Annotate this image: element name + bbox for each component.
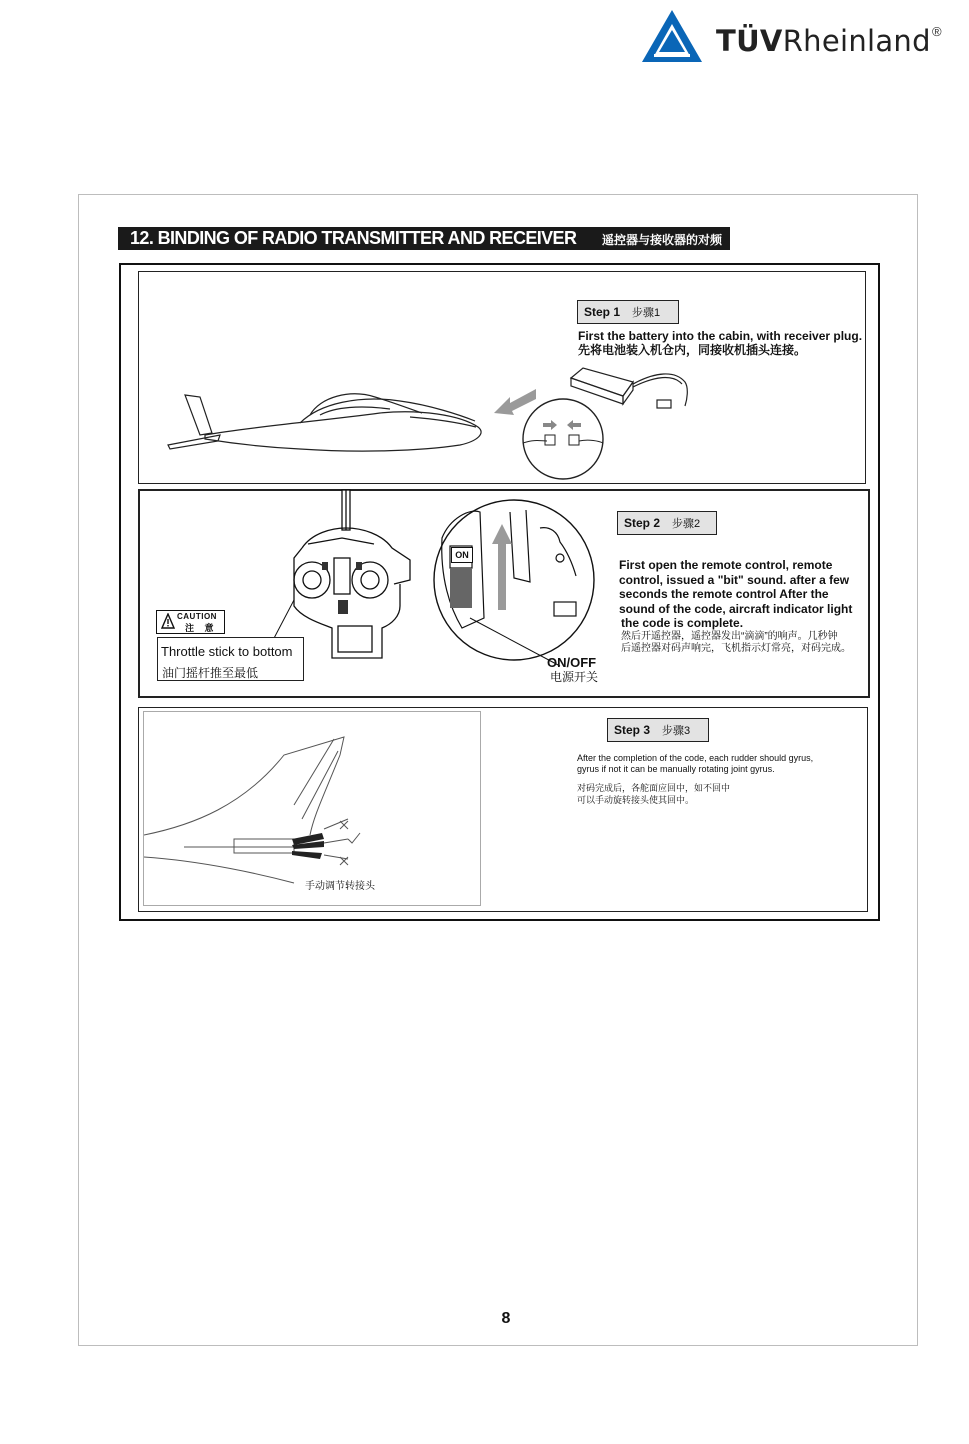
brand-name: TÜVRheinland xyxy=(716,24,931,58)
warning-icon xyxy=(161,613,175,629)
step2-text-en-line2: control, issued a "bit" sound. after a few xyxy=(619,573,850,587)
caution-text-en: CAUTION xyxy=(177,612,217,621)
switch-on-label: ON xyxy=(451,547,473,563)
step3-label-en: Step 3 xyxy=(614,723,651,737)
throttle-note-cn: 油门摇杆推至最低 xyxy=(162,666,259,680)
step2-label-en: Step 2 xyxy=(624,516,661,530)
tuv-triangle-logo-icon xyxy=(640,8,704,64)
step3-text-cn-line1: 对码完成后，各舵面应回中，如不回中 xyxy=(577,783,731,793)
section-title-bar xyxy=(118,227,730,250)
battery-illustration xyxy=(565,362,695,414)
section-title-cn: 遥控器与接收器的对频 xyxy=(602,233,723,247)
step2-text-en-line5: the code is complete. xyxy=(621,616,744,630)
caution-text-cn: 注 意 xyxy=(185,623,218,633)
step2-text-cn-line1: 然后开遥控器，遥控器发出“滴滴”的响声。几秒钟 xyxy=(621,631,838,642)
step2-text-en-line3: seconds the remote control After the xyxy=(619,587,829,601)
step3-text-cn-line2: 可以手动旋转接头使其回中。 xyxy=(577,795,695,805)
page-number: 8 xyxy=(501,1310,511,1327)
tuv-rheinland-logo xyxy=(640,8,955,68)
throttle-note-en: Throttle stick to bottom xyxy=(161,644,293,659)
step1-label-cn: 步骤1 xyxy=(632,307,661,319)
caution-badge xyxy=(156,610,225,634)
step2-text-en-line4: sound of the code, aircraft indicator light xyxy=(619,602,853,616)
step1-text-en: First the battery into the cabin, with receiver plug. xyxy=(578,329,863,343)
step3-text-en-line2: gyrus if not it can be manually rotating joint gyrus. xyxy=(577,764,775,774)
step3-text-en-line1: After the completion of the code, each rudder should gyrus, xyxy=(577,753,814,763)
power-switch-detail-illustration xyxy=(410,498,606,670)
glider-airplane-illustration xyxy=(160,375,500,470)
tail-rudder-illustration xyxy=(144,735,374,885)
step2-text-en-line1: First open the remote control, remote xyxy=(619,558,833,572)
step2-text-cn-line2: 后遥控器对码声响完，飞机指示灯常亮，对码完成。 xyxy=(621,643,851,654)
step3-label xyxy=(607,718,709,742)
step2-label-cn: 步骤2 xyxy=(672,518,701,530)
throttle-note-box xyxy=(157,637,304,681)
step2-label xyxy=(617,511,717,535)
registered-mark: ® xyxy=(932,24,942,39)
step3-label-cn: 步骤3 xyxy=(662,725,691,737)
step1-label-en: Step 1 xyxy=(584,305,621,319)
power-switch-label-en: ON/OFF xyxy=(547,655,597,670)
step1-label xyxy=(577,300,679,324)
section-title-en: 12. BINDING OF RADIO TRANSMITTER AND RECEIVER xyxy=(130,228,577,248)
power-switch-label-cn: 电源开关 xyxy=(550,670,599,684)
step1-text-cn: 先将电池装入机仓内，同接收机插头连接。 xyxy=(578,343,807,357)
tail-caption-cn: 手动调节转接头 xyxy=(305,881,375,892)
